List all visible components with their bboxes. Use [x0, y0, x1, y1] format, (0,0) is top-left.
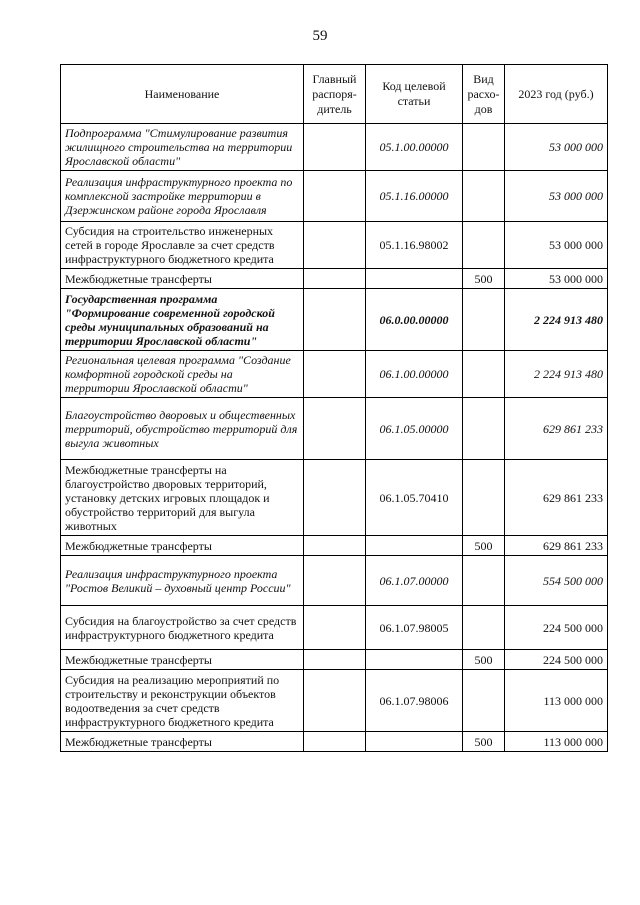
row-name-cell: Межбюджетные трансферты	[61, 536, 304, 556]
row-main-manager-cell	[304, 289, 366, 351]
row-target-code-cell: 05.1.00.00000	[366, 124, 463, 171]
table-row	[61, 289, 608, 351]
row-name-cell: Субсидия на строительство инженерных сетей в городе Ярославле за счет средств инфраструктурного бюджетного кредита	[61, 222, 304, 269]
row-expense-type-cell: 500	[463, 269, 505, 289]
table-row	[61, 732, 608, 752]
row-target-code-cell: 06.1.00.00000	[366, 351, 463, 398]
row-name-cell: Государственная программа "Формирование современной городской среды муниципальных образований на территории Ярославской области"	[61, 289, 304, 351]
table-row	[61, 606, 608, 650]
row-target-code-cell: 06.1.07.98005	[366, 606, 463, 650]
row-amount-cell: 53 000 000	[505, 124, 608, 171]
row-expense-type-cell: 500	[463, 650, 505, 670]
row-expense-type-cell: 500	[463, 732, 505, 752]
row-target-code-cell: 05.1.16.98002	[366, 222, 463, 269]
row-expense-type-cell	[463, 606, 505, 650]
row-name-cell: Субсидия на благоустройство за счет средств инфраструктурного бюджетного кредита	[61, 606, 304, 650]
row-target-code-cell: 06.1.07.00000	[366, 556, 463, 606]
row-name-cell: Благоустройство дворовых и общественных территорий, обустройство территорий для выгула животных	[61, 398, 304, 460]
row-main-manager-cell	[304, 460, 366, 536]
row-name-cell: Подпрограмма "Стимулирование развития жилищного строительства на территории Ярославской области"	[61, 124, 304, 171]
row-target-code-cell	[366, 732, 463, 752]
row-amount-cell: 53 000 000	[505, 269, 608, 289]
header-expense-type: Вид расхо-дов	[463, 65, 505, 124]
table-body	[61, 124, 608, 752]
row-expense-type-cell	[463, 222, 505, 269]
row-main-manager-cell	[304, 556, 366, 606]
row-expense-type-cell	[463, 670, 505, 732]
header-name: Наименование	[61, 65, 304, 124]
row-target-code-cell: 06.0.00.00000	[366, 289, 463, 351]
row-amount-cell: 629 861 233	[505, 536, 608, 556]
row-expense-type-cell	[463, 124, 505, 171]
row-expense-type-cell	[463, 398, 505, 460]
table-row	[61, 269, 608, 289]
row-main-manager-cell	[304, 650, 366, 670]
table-row	[61, 171, 608, 222]
row-main-manager-cell	[304, 124, 366, 171]
row-target-code-cell	[366, 650, 463, 670]
table-row	[61, 124, 608, 171]
table-row	[61, 536, 608, 556]
row-expense-type-cell	[463, 556, 505, 606]
row-amount-cell: 224 500 000	[505, 650, 608, 670]
row-name-cell: Межбюджетные трансферты на благоустройство дворовых территорий, установку детских игровых площадок и обустройство территорий для выгула животных	[61, 460, 304, 536]
page-number: 59	[312, 28, 328, 44]
row-main-manager-cell	[304, 606, 366, 650]
row-expense-type-cell	[463, 460, 505, 536]
table-row	[61, 398, 608, 460]
table-row	[61, 460, 608, 536]
row-main-manager-cell	[304, 351, 366, 398]
row-target-code-cell	[366, 269, 463, 289]
row-name-cell: Межбюджетные трансферты	[61, 269, 304, 289]
row-amount-cell: 53 000 000	[505, 222, 608, 269]
table-row	[61, 222, 608, 269]
row-amount-cell: 53 000 000	[505, 171, 608, 222]
row-name-cell: Реализация инфраструктурного проекта по комплексной застройке территории в Дзержинском районе города Ярославля	[61, 171, 304, 222]
row-amount-cell: 113 000 000	[505, 670, 608, 732]
row-amount-cell: 2 224 913 480	[505, 351, 608, 398]
row-target-code-cell: 05.1.16.00000	[366, 171, 463, 222]
row-target-code-cell: 06.1.07.98006	[366, 670, 463, 732]
row-name-cell: Региональная целевая программа "Создание комфортной городской среды на территории Ярославской области"	[61, 351, 304, 398]
row-main-manager-cell	[304, 536, 366, 556]
row-name-cell: Межбюджетные трансферты	[61, 650, 304, 670]
budget-table	[60, 64, 608, 752]
row-target-code-cell	[366, 536, 463, 556]
row-main-manager-cell	[304, 171, 366, 222]
row-main-manager-cell	[304, 222, 366, 269]
row-main-manager-cell	[304, 732, 366, 752]
row-target-code-cell: 06.1.05.70410	[366, 460, 463, 536]
row-expense-type-cell	[463, 289, 505, 351]
header-amount: 2023 год (руб.)	[505, 65, 608, 124]
row-main-manager-cell	[304, 269, 366, 289]
row-main-manager-cell	[304, 670, 366, 732]
row-amount-cell: 2 224 913 480	[505, 289, 608, 351]
header-target-code: Код целевой статьи	[366, 65, 463, 124]
header-main-manager: Главный распоря-дитель	[304, 65, 366, 124]
table-row	[61, 556, 608, 606]
row-amount-cell: 629 861 233	[505, 398, 608, 460]
row-amount-cell: 113 000 000	[505, 732, 608, 752]
row-expense-type-cell: 500	[463, 536, 505, 556]
table-header-row	[61, 65, 608, 124]
row-expense-type-cell	[463, 351, 505, 398]
row-name-cell: Субсидия на реализацию мероприятий по строительству и реконструкции объектов водоотведения за счет средств инфраструктурного бюджетного кредита	[61, 670, 304, 732]
row-main-manager-cell	[304, 398, 366, 460]
table-row	[61, 650, 608, 670]
row-amount-cell: 224 500 000	[505, 606, 608, 650]
table-row	[61, 351, 608, 398]
row-expense-type-cell	[463, 171, 505, 222]
row-name-cell: Межбюджетные трансферты	[61, 732, 304, 752]
row-name-cell: Реализация инфраструктурного проекта "Ростов Великий – духовный центр России"	[61, 556, 304, 606]
table-row	[61, 670, 608, 732]
row-amount-cell: 629 861 233	[505, 460, 608, 536]
row-amount-cell: 554 500 000	[505, 556, 608, 606]
row-target-code-cell: 06.1.05.00000	[366, 398, 463, 460]
